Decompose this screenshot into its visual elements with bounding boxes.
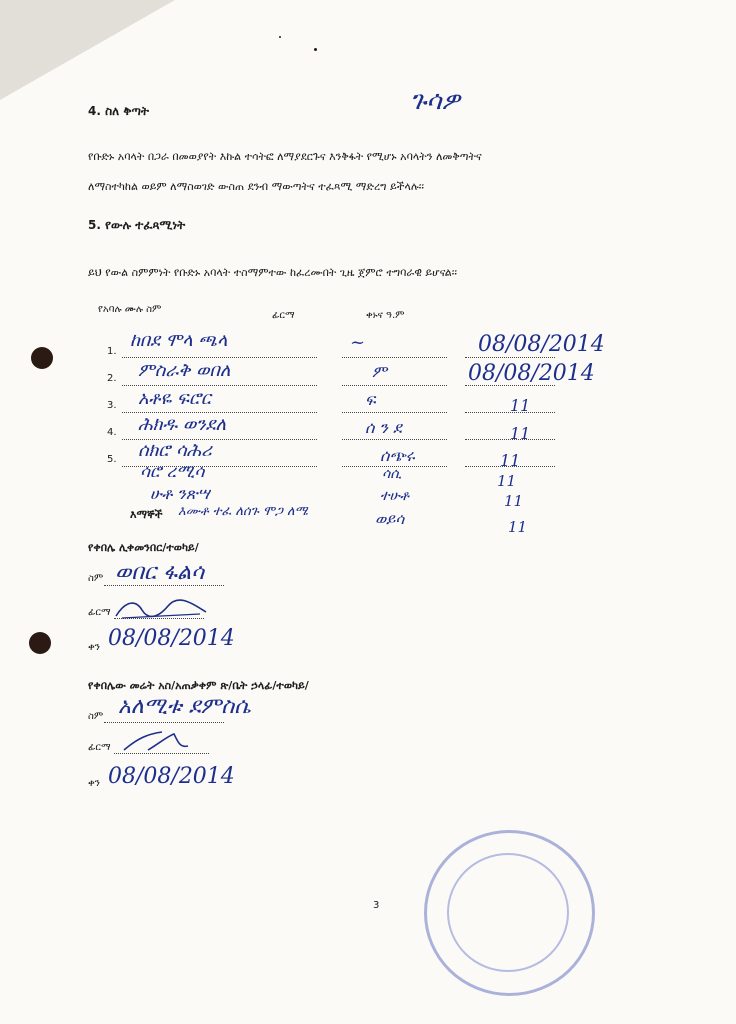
office-signature-label: ፊርማ	[88, 742, 111, 753]
witness-signature: ወይሳ	[375, 510, 405, 528]
extra-name: ሳሮ ረሚሳ	[140, 462, 205, 482]
extra-date: 11	[497, 472, 517, 490]
sig-line	[342, 412, 447, 413]
row-date: 11	[500, 451, 521, 470]
kebele-date-label: ቀን	[88, 642, 100, 653]
section-4-line-2: ለማስተካከል ወይም ለማስወገድ ውስጠ ደንብ ማውጣትና ተፈጻሚ ማድረግ ይችላሉ፡፡	[88, 180, 424, 193]
kebele-signature-mark	[112, 598, 212, 624]
page-number: 3	[373, 900, 380, 911]
row-date: 08/08/2014	[468, 361, 595, 386]
name-line	[122, 412, 317, 413]
office-name-label: ስም	[88, 711, 104, 722]
row-signature: ~	[350, 332, 366, 353]
row-date: 11	[510, 424, 531, 443]
witness-date: 11	[508, 518, 528, 536]
row-date: 11	[510, 396, 531, 415]
kebele-name-label: ስም	[88, 573, 104, 584]
punch-hole	[29, 632, 51, 654]
row-name: ከበደ ሞላ ጫላ	[130, 330, 228, 351]
name-line	[122, 357, 317, 358]
header-date: ቀኑና ዓ.ም	[366, 310, 405, 321]
extra-date: 11	[504, 492, 524, 510]
section-4-line-1: የቡድኑ አባላት በጋራ በመወያየት እኩል ተሳትፎ ለማያደርጉና እንቅፋት የሚሆኑ አባላትን ለመቅጣትና	[88, 150, 482, 163]
sig-line	[342, 385, 447, 386]
row-date: 08/08/2014	[478, 332, 605, 357]
official-stamp	[424, 830, 595, 996]
extra-name: ሁቶ ንጽሣ	[150, 484, 210, 503]
office-signature-mark	[118, 728, 198, 758]
row-name: ምስራቅ ወበለ	[138, 360, 231, 381]
row-signature: ሰ ን ደ	[365, 418, 402, 437]
witness-label: እማኞች	[130, 508, 163, 521]
extra-signature: ተሁቶ	[380, 488, 409, 504]
office-date-label: ቀን	[88, 778, 100, 789]
kebele-date-value: 08/08/2014	[108, 626, 235, 651]
sig-line	[342, 357, 447, 358]
name-line	[122, 385, 317, 386]
top-signature: ጉሳዎ	[410, 86, 460, 116]
folded-corner	[0, 0, 175, 100]
row-signature: ም	[372, 362, 387, 381]
kebele-name-value: ወበር ፋልሳ	[115, 560, 205, 585]
row-name: ሕክዱ ወንደለ	[138, 414, 227, 435]
header-signature: ፊርማ	[272, 310, 295, 321]
section-5-heading: 5. የውሉ ተፈጻሚነት	[88, 218, 186, 232]
header-full-name: የአባሉ ሙሉ ስም	[98, 304, 162, 315]
section-5-line-1: ይህ የውል ስምምነት የቡድኑ አባላት ተስማምተው ከፈረሙበት ጊዜ ጀምሮ ተግባራዊ ይሆናል፡፡	[88, 266, 457, 279]
row-name: ሰክሮ ሳሕሪ	[138, 440, 212, 461]
speck	[314, 48, 317, 51]
kebele-signature-label: ፊርማ	[88, 607, 111, 618]
date-line	[465, 357, 555, 358]
office-date-value: 08/08/2014	[108, 764, 235, 789]
office-name-line	[104, 722, 224, 723]
row-number: 1.	[107, 346, 117, 357]
office-name-value: አለሚቱ ደምስሴ	[118, 694, 251, 719]
row-name: አቶዬ ፍሮር	[138, 388, 211, 409]
kebele-heading: የቀበሌ ሊቀመንበር/ተወካይ/	[88, 541, 199, 554]
speck	[279, 36, 281, 38]
punch-hole	[31, 347, 53, 369]
section-4-heading: 4. ስለ ቅጣት	[88, 104, 149, 118]
office-heading: የቀበሌው መሬት አስ/አጠቃቀም ጽ/ቤት ኃላፊ/ተወካይ/	[88, 679, 309, 692]
row-signature: ፍ	[365, 390, 376, 409]
extra-signature: ሳሲ	[382, 466, 402, 482]
stamp-inner-ring	[447, 853, 569, 972]
witness-names: እሙቶ ተፈ ለሰጉ ሞጋ ለሜ	[178, 504, 308, 519]
row-number: 4.	[107, 427, 117, 438]
row-signature: ሰጭሩ	[380, 446, 415, 465]
row-number: 2.	[107, 373, 117, 384]
row-number: 5.	[107, 454, 117, 465]
sig-line	[342, 439, 447, 440]
row-number: 3.	[107, 400, 117, 411]
kebele-name-line	[104, 585, 224, 586]
